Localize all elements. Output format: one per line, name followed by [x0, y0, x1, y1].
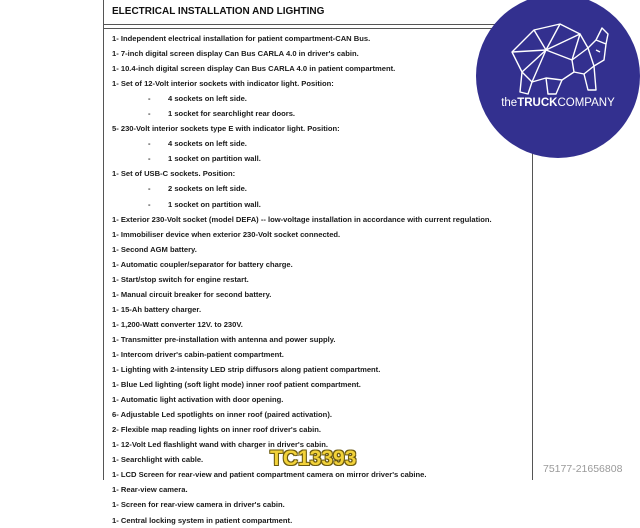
spec-item-text: 1- Manual circuit breaker for second battery.: [112, 289, 272, 299]
spec-sub-item: [104, 197, 532, 212]
spec-item-text: 1- Lighting with 2-intensity LED strip diffusors along patient compartment.: [112, 365, 381, 375]
spec-item: [104, 482, 532, 497]
title-divider-top: [104, 24, 532, 25]
spec-item: [104, 513, 532, 528]
spec-item: [104, 272, 532, 287]
spec-item: [104, 242, 532, 257]
spec-item: [104, 227, 532, 242]
spec-item: [104, 422, 532, 437]
spec-sub-item: [104, 181, 532, 196]
spec-item-text: 1- Automatic coupler/separator for battery charge.: [112, 259, 293, 269]
spec-item-text: 1- Set of 12-Volt interior sockets with indicator light. Position:: [112, 79, 334, 89]
spec-item-text: 2 sockets on left side.: [168, 184, 247, 194]
spec-item-text: 1- Second AGM battery.: [112, 244, 197, 254]
spec-item-text: 1 socket for searchlight rear doors.: [168, 109, 296, 119]
company-logo-wordmark: theTRUCKCOMPANY: [501, 97, 615, 109]
spec-item-text: 1- Central locking system in patient compartment.: [112, 515, 293, 525]
spec-item: [104, 46, 532, 61]
spec-sub-item: [104, 136, 532, 151]
spec-item-text: 1- Immobiliser device when exterior 230-Volt socket connected.: [112, 229, 341, 239]
spec-item: [104, 121, 532, 136]
bullet-dash: -: [148, 154, 151, 164]
spec-item: [104, 497, 532, 512]
spec-item-text: 1- Blue Led lighting (soft light mode) inner roof patient compartment.: [112, 380, 361, 390]
spec-item-text: 1 socket on partition wall.: [168, 199, 261, 209]
bullet-dash: -: [148, 94, 151, 104]
spec-sheet: [103, 0, 533, 525]
spec-item: [104, 257, 532, 272]
company-logo: [476, 0, 640, 158]
bull-geometric-icon: [476, 0, 640, 158]
spec-item: [104, 76, 532, 91]
spec-sub-item: [104, 151, 532, 166]
spec-item: [104, 166, 532, 181]
spec-item: [104, 332, 532, 347]
title-divider-bottom: [104, 28, 532, 29]
spec-item-text: 1- 1,200-Watt converter 12V. to 230V.: [112, 319, 243, 329]
spec-item: [104, 362, 532, 377]
spec-item-text: 1- Automatic light activation with door opening.: [112, 395, 284, 405]
spec-item-text: 1- 15-Ah battery charger.: [112, 304, 202, 314]
spec-item: [104, 392, 532, 407]
spec-item-text: 1- 10.4-inch digital screen display Can Bus CARLA 4.0 in patient compartment.: [112, 64, 396, 74]
section-title: ELECTRICAL INSTALLATION AND LIGHTING: [112, 6, 325, 17]
bullet-dash: -: [148, 139, 151, 149]
spec-item-text: 1- Independent electrical installation for patient compartment-CAN Bus.: [112, 34, 371, 43]
spec-item-text: 5- 230-Volt interior sockets type E with indicator light. Position:: [112, 124, 340, 134]
spec-item: [104, 212, 532, 227]
spec-item-text: 1- Transmitter pre-installation with antenna and power supply.: [112, 334, 336, 344]
spec-sub-item: [104, 91, 532, 106]
spec-item-text: 1- Set of USB-C sockets. Position:: [112, 169, 236, 179]
spec-item: [104, 61, 532, 76]
spec-item: [104, 31, 532, 46]
spec-item: [104, 317, 532, 332]
spec-item-text: 4 sockets on left side.: [168, 94, 247, 104]
spec-item-text: 1- LCD Screen for rear-view and patient compartment camera on mirror driver's cabine.: [112, 470, 427, 480]
spec-item-text: 1- Searchlight with cable.: [112, 455, 204, 465]
spec-item-text: 1- Exterior 230-Volt socket (model DEFA) -- low-voltage installation in accordance with current regulation.: [112, 214, 492, 224]
spec-item-text: 1 socket on partition wall.: [168, 154, 261, 164]
spec-item: [104, 377, 532, 392]
spec-item: [104, 302, 532, 317]
spec-item-text: 1- Screen for rear-view camera in driver's cabin.: [112, 500, 285, 510]
spec-item: [104, 347, 532, 362]
bullet-dash: -: [148, 109, 151, 119]
spec-item-text: 4 sockets on left side.: [168, 139, 247, 149]
spec-item-text: 1- 12-Volt Led flashlight wand with charger in driver's cabin.: [112, 440, 329, 450]
stock-number-watermark: TC13393: [270, 447, 357, 470]
spec-sub-item: [104, 106, 532, 121]
spec-item-text: 1- 7-inch digital screen display Can Bus CARLA 4.0 in driver's cabin.: [112, 49, 359, 59]
bullet-dash: -: [148, 184, 151, 194]
spec-item-text: 1- Intercom driver's cabin-patient compartment.: [112, 349, 284, 359]
spec-item-text: 1- Rear-view camera.: [112, 485, 188, 495]
bullet-dash: -: [148, 199, 151, 209]
reference-number-watermark: 75177-21656808: [543, 463, 623, 475]
spec-item: [104, 287, 532, 302]
spec-item-text: 6- Adjustable Led spotlights on inner roof (paired activation).: [112, 410, 332, 420]
spec-item: [104, 407, 532, 422]
spec-item-text: 2- Flexible map reading lights on inner roof driver's cabin.: [112, 425, 321, 435]
spec-item-text: 1- Start/stop switch for engine restart.: [112, 274, 249, 284]
